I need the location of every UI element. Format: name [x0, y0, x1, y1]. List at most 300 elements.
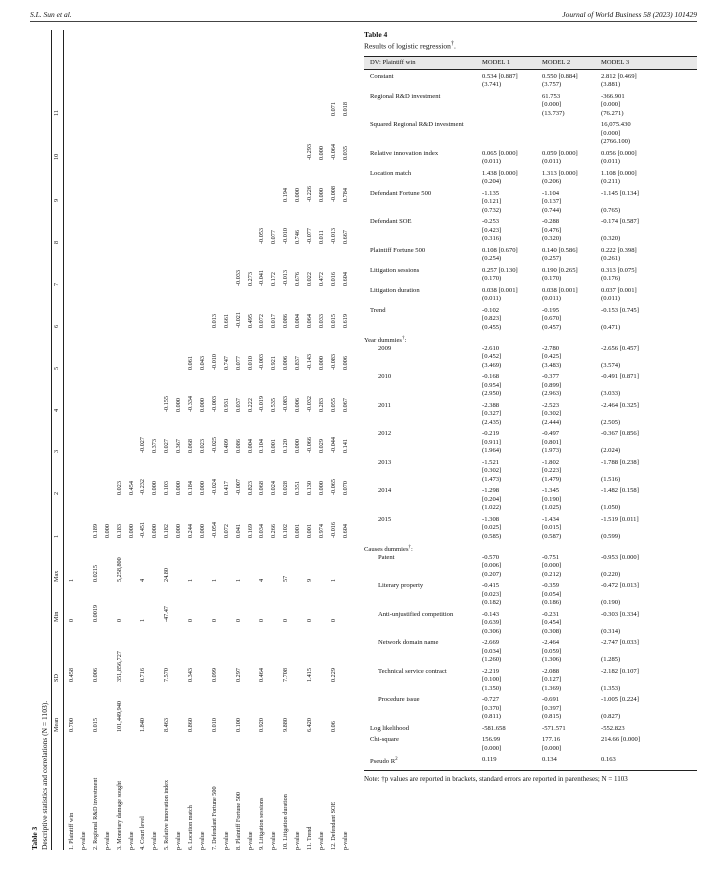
table4-cell-m3: (3.881) [601, 81, 621, 88]
table3-corr-cell: 0.189 [91, 524, 99, 538]
table4-cell-m2: -0.359 [542, 582, 560, 589]
table4-row-label [378, 459, 483, 468]
table4-cell-m3: 1.108 [0.000] [601, 169, 637, 177]
table4-cell-m2: 0.134 [542, 756, 557, 763]
table3-corr-cell: 0.141 [341, 439, 349, 453]
table4-cell-m3: (0.211) [601, 178, 620, 185]
table3-corr-cell: 0.837 [294, 356, 302, 370]
table3-corr-cell: 0.006 [294, 398, 302, 412]
table4-cell-m2: -2.523 [542, 401, 560, 409]
table4-cell-m1: (2.950) [482, 390, 502, 397]
table4-cell-m2: (0.170) [542, 275, 562, 282]
table4-subtitle-text: Results of logistic regression [364, 41, 451, 51]
table3-corr-cell: 0.182 [163, 524, 171, 538]
table4-cell-m1: (0.254) [482, 255, 502, 262]
table4-cell-m2: -1.802 [542, 458, 560, 466]
table4-cell-m3: (0.599) [601, 532, 621, 540]
table3-corr-cell: 0.661 [222, 314, 230, 328]
table3-corr-cell: 0.077 [234, 356, 242, 370]
table4-cell-m2: -2.780 [542, 344, 560, 352]
table4-cell-m2: (0.457) [542, 323, 562, 331]
table4-row-label-text: Defendant SOE [370, 218, 412, 225]
table3-cell-sd: 0.458 [68, 668, 75, 682]
table4-title: Table 4 [364, 30, 388, 39]
table4-cell-m1: -1.308 [482, 515, 500, 523]
table4-cell-m1: -581.658 [482, 724, 506, 732]
table3-corr-cell: 0.068 [187, 439, 194, 453]
table4-cell-m3: -2.464 [0.325] [601, 401, 639, 409]
table4-bottom-rule [364, 770, 697, 771]
table4-cell-m1: [0.000] [482, 744, 502, 752]
table3-cell-min: 0.0019 [91, 604, 99, 622]
table3-cell-min: 0 [258, 618, 266, 622]
table4-cell-m1: 1.438 [0.000] [482, 169, 518, 177]
table3-corr-cell: -0.083 [282, 396, 290, 412]
table3-corr-cell: 0.004 [294, 314, 302, 328]
table4-cell-m2: [0.054] [542, 590, 562, 598]
table4-cell-m3: -2.182 [0.107] [601, 667, 639, 675]
table3-cell-min: -47.47 [163, 606, 171, 622]
table4-cell-m1: 0.108 [0.670] [482, 246, 518, 254]
table3-title: Table 3 [30, 826, 39, 850]
table4-note: Note: †p values are reported in brackets, standard errors are reported in parentheses; N = 1103 [364, 774, 628, 783]
table3-corr-cell: 0.746 [294, 230, 302, 244]
table4-cell-m3: -366.901 [601, 92, 625, 100]
table3-cell-max: 1 [210, 578, 218, 582]
table4-cell-m2: -1.345 [542, 487, 560, 494]
table3-row-label: p-value [246, 831, 254, 850]
table3-row-label: 2. Regional R&D investment [91, 777, 99, 850]
table3-col-header: 1 [53, 534, 60, 538]
table4-cell-m3: (0.190) [601, 599, 621, 606]
table3-cell-min: 0 [68, 618, 75, 622]
table3-corr-cell: 0.072 [258, 314, 266, 328]
table3-row-label: p-value [294, 831, 302, 850]
table3-corr-cell: -0.021 [234, 312, 242, 328]
table4-cell-m3: (0.220) [601, 570, 621, 578]
table4-cell-m1: [0.025] [482, 524, 502, 531]
table4-cell-m2: (1.025) [542, 504, 562, 511]
table3-corr-cell: 0.010 [246, 356, 254, 370]
table3-corr-cell: -0.008 [329, 186, 337, 202]
table3-col-header: Min [53, 611, 60, 622]
table3-cell-sd: 0.464 [258, 668, 266, 682]
table3-cell-min: 0 [187, 618, 194, 622]
table4-cell-m1: -0.415 [482, 582, 500, 589]
table4-cell-m1: -1.521 [482, 458, 500, 466]
table3-header-rule [63, 30, 64, 850]
table4-row-label [378, 554, 483, 563]
table4-cell-m3: (1.353) [601, 684, 621, 692]
table3-corr-cell: 0.018 [341, 102, 349, 116]
table4-cell-m3: -0.367 [0.856] [601, 430, 639, 437]
table3-row-label: 4. Court level [139, 816, 147, 850]
table4-cell-m1: 0.065 [0.000] [482, 149, 518, 157]
table4-cell-m2: [0.000] [542, 744, 562, 752]
table3-cell-mean: 101,449,940 [115, 701, 123, 732]
table3-col-header: 4 [53, 408, 60, 412]
table3-row-label: p-value [79, 831, 87, 850]
table3-corr-cell: -0.024 [210, 479, 218, 495]
table3-corr-cell: -0.027 [139, 437, 147, 453]
table4-cell-m3: (0.471) [601, 323, 621, 331]
table4-cell-m3: -0.303 [0.334] [601, 610, 639, 618]
table3-corr-cell: 0.409 [222, 439, 230, 453]
table4-cell-m3: (2.024) [601, 447, 621, 454]
table3-col-header: 8 [53, 240, 60, 244]
table4-row-label-text: 2014 [378, 487, 392, 494]
table3-row-label: p-value [222, 831, 230, 850]
table4-cell-m3: (0.827) [601, 713, 621, 720]
table4-row-label [370, 267, 475, 276]
table3-corr-cell: 0.000 [103, 524, 111, 538]
table3-corr-cell: 0.067 [341, 398, 349, 412]
table3-corr-cell: -0.044 [329, 437, 337, 453]
table3-corr-cell: 0.016 [329, 272, 337, 286]
table4-header [364, 56, 697, 70]
table4-col-header: DV: Plaintiff win [370, 58, 416, 66]
table3-corr-cell: 0.017 [270, 314, 278, 328]
table3-row-label: p-value [151, 831, 159, 850]
table3-col-header: Max [53, 570, 60, 582]
table3-corr-cell: -0.064 [329, 144, 337, 160]
table4-row-label [370, 756, 475, 767]
table4-cell-m2: (1.973) [542, 447, 562, 454]
table4-cell-m2: -0.288 [542, 218, 560, 225]
table3-corr-cell: 0.023 [115, 481, 123, 495]
table4-cell-m1: -0.143 [482, 610, 500, 618]
table3-cell-max: 9 [306, 578, 313, 582]
table4-cell-m1: (1.022) [482, 504, 502, 511]
table4-cell-m1: 0.257 [0.130] [482, 266, 518, 274]
table4-cell-m3: -1.482 [0.158] [601, 487, 639, 494]
table3-corr-cell: -0.013 [282, 270, 290, 286]
table3-corr-cell: 0.086 [234, 439, 242, 453]
table3-corr-cell: 0.130 [306, 481, 313, 495]
table4-cell-m2: [0.190] [542, 495, 562, 503]
table4-subtitle-mark: † [450, 40, 454, 47]
table4-cell-m1: -0.102 [482, 306, 500, 314]
table3-row-label: p-value [198, 831, 206, 850]
table4-cell-m1: -2.610 [482, 344, 500, 352]
table4-cell-m1: 0.534 [0.887] [482, 72, 518, 80]
table4-row-label-text: 2013 [378, 458, 392, 466]
table3-cell-mean: 0.700 [68, 718, 75, 732]
table3-row-label: 11. Trend [306, 826, 313, 850]
table4-cell-m3: 0.056 [0.000] [601, 149, 637, 157]
table4-cell-m3: -552.823 [601, 724, 625, 732]
table4-cell-m2: [0.000] [542, 562, 562, 569]
table4-cell-m1: [0.121] [482, 198, 502, 205]
table4-cell-m1: [0.302] [482, 467, 502, 474]
table3-cell-max: 1 [68, 578, 75, 582]
table3-row-label: 3. Monetary damage sought [115, 780, 123, 850]
table3-cell-sd: 0.343 [187, 668, 194, 682]
table4-cell-m2: (0.257) [542, 255, 562, 262]
table4-row-label-mark: 2 [395, 757, 398, 762]
table4-cell-m1: -0.727 [482, 696, 500, 703]
table3-cell-mean: 8.463 [163, 718, 171, 732]
table3-corr-cell: 0.921 [270, 356, 278, 370]
table4-cell-m3: (2766.100) [601, 138, 631, 145]
table4-cell-m1: -0.168 [482, 373, 500, 380]
table3-corr-cell: 0.070 [341, 481, 349, 495]
table4-cell-m1: (0.316) [482, 235, 502, 242]
table3-corr-cell: 0.072 [222, 524, 230, 538]
table3-row-label: p-value [103, 831, 111, 850]
table3-corr-cell: 0.104 [258, 439, 266, 453]
table3-col-header: 3 [53, 449, 60, 453]
table4-cell-m2: (0.011) [542, 295, 561, 302]
table3-corr-cell: 0.000 [151, 524, 159, 538]
table4-cell-m1: [0.100] [482, 676, 502, 683]
table3-corr-cell: 0.000 [175, 398, 183, 412]
table4-cell-m3: -0.491 [0.871] [601, 373, 639, 380]
table3-corr-cell: 0.034 [258, 524, 266, 538]
table3-col-header: Mean [53, 717, 60, 732]
table3-corr-cell: 0.102 [282, 524, 290, 538]
table4-cell-m3: (0.765) [601, 206, 621, 214]
table3-corr-cell: -0.010 [210, 354, 218, 370]
table4-cell-m2: (0.011) [542, 158, 561, 165]
table3-corr-cell: 0.033 [317, 314, 325, 328]
table3-cell-min: 0 [329, 618, 337, 622]
table3-corr-cell: 0.667 [341, 230, 349, 244]
table3-corr-cell: 0.183 [115, 524, 123, 538]
table4-cell-m2: -0.195 [542, 306, 560, 314]
table4-row-label [370, 190, 475, 199]
table4-cell-m2: [0.000] [542, 101, 562, 108]
table3-col-header: 2 [53, 491, 60, 495]
table4-row-label-text: Year dummies [364, 337, 402, 345]
table4-cell-m1: 156.99 [482, 736, 501, 743]
table3-col-header: SD [53, 674, 60, 682]
table3-corr-cell: -0.033 [234, 270, 242, 286]
table4-row-label-text: Litigation sessions [370, 266, 420, 274]
table4-cell-m2: [0.397] [542, 704, 562, 712]
table3-corr-cell: -0.143 [306, 354, 313, 370]
table3-corr-cell: 0.931 [222, 398, 230, 412]
table4-cell-m3: 0.037 [0.001] [601, 286, 637, 294]
table3-cell-sd: 0.297 [234, 668, 242, 682]
table3-cell-max: 1 [234, 578, 242, 582]
table4-row-label [378, 639, 483, 648]
table4-cell-m3: 0.222 [0.398] [601, 246, 637, 254]
table4-cell-m2: -1.434 [542, 515, 560, 523]
table4-cell-m3: (1.285) [601, 656, 621, 663]
header-rule [30, 21, 697, 22]
table4-row-label-mark: † [408, 545, 412, 550]
table4-cell-m1: -2.388 [482, 401, 500, 409]
table4-cell-m3: -2.747 [0.033] [601, 639, 639, 646]
table3-cell-sd: 0.229 [329, 668, 337, 682]
table4-row-label-text: Litigation duration [370, 286, 420, 294]
table3-corr-cell: 0.028 [282, 481, 290, 495]
table4-row-label [378, 402, 483, 411]
table3-rotated-container [30, 30, 350, 850]
table3-col-header: 9 [53, 198, 60, 202]
table4-cell-m1: [0.006] [482, 562, 502, 569]
table3-row-label: p-value [341, 831, 349, 850]
table4-cell-m1: [0.911] [482, 438, 501, 446]
running-header-authors: S.L. Sun et al. [30, 10, 72, 19]
table4-row-label [378, 668, 483, 677]
table3-corr-cell: 0.417 [222, 481, 230, 495]
table3-corr-cell: 0.604 [341, 272, 349, 286]
table4-row-label-text: 2015 [378, 515, 392, 523]
table4-cell-m3: (0.261) [601, 255, 621, 262]
table4-cell-m2: (1.479) [542, 475, 562, 483]
table3-corr-cell: 0.000 [175, 481, 183, 495]
table4-cell-m2: (0.744) [542, 206, 562, 214]
table3-corr-cell: 0.000 [317, 146, 325, 160]
table3-corr-cell: -0.003 [210, 396, 218, 412]
table3-corr-cell: 0.024 [270, 481, 278, 495]
table3-corr-cell: 0.000 [151, 481, 159, 495]
table3-col-header: 10 [53, 153, 60, 160]
table3-corr-cell: 0.022 [306, 272, 313, 286]
table3-cell-sd: 7.570 [163, 668, 171, 682]
table3-cell-mean: 0.860 [187, 718, 194, 732]
table3-row-label: p-value [175, 831, 183, 850]
table4-row-label [370, 218, 475, 227]
table4-cell-m2: [0.223] [542, 467, 562, 474]
table3-corr-cell: 0.472 [317, 272, 325, 286]
table3-corr-cell: 0.000 [175, 524, 183, 538]
table4-cell-m1: -0.570 [482, 553, 500, 561]
table4-row-label-text: 2011 [378, 401, 391, 409]
table3-row-label: 6. Location match [187, 805, 194, 850]
table4-cell-m1: [0.023] [482, 590, 502, 598]
table4-cell-m2: [0.454] [542, 619, 562, 626]
table3-corr-cell: -0.232 [139, 479, 147, 495]
table4-row-label [378, 373, 483, 382]
table4-cell-m2: (0.587) [542, 532, 562, 540]
table4-row-label-mark: † [401, 336, 405, 341]
table4-row-label-text: Patent [378, 553, 395, 561]
table4-cell-m2: [0.899] [542, 381, 562, 389]
table4-row-label [370, 287, 475, 296]
table3-corr-cell: 0.043 [198, 356, 206, 370]
table4-cell-m2: -0.231 [542, 610, 560, 618]
table3-corr-cell: 0.004 [246, 439, 254, 453]
table3-corr-cell: 0.273 [246, 272, 254, 286]
table3-corr-cell: 0.495 [246, 314, 254, 328]
table4-cell-m2: 0.038 [0.001] [542, 286, 578, 294]
table3-cell-max: 4 [139, 578, 147, 582]
table4-subtitle: Results of logistic regression†. [364, 40, 456, 51]
table4-row-label [370, 247, 475, 256]
table4-cell-m1: (0.011) [482, 295, 501, 302]
table4-row-label [370, 93, 475, 102]
table3-corr-cell: 0.351 [294, 481, 302, 495]
table3-corr-cell: 0.023 [198, 439, 206, 453]
table4-cell-m2: (3.757) [542, 81, 562, 88]
table3-corr-cell: -0.065 [329, 479, 337, 495]
table3-corr-cell: -0.016 [329, 522, 337, 538]
table3-cell-mean: 1.840 [139, 718, 147, 732]
table4-cell-m1: (1.473) [482, 475, 502, 483]
table3-corr-cell: -0.007 [234, 479, 242, 495]
table4-cell-m2: (2.444) [542, 418, 562, 426]
table4-cell-m1: [0.423] [482, 226, 502, 234]
table3-cell-sd: 351,856,727 [115, 651, 123, 682]
table3-corr-cell: 0.676 [294, 272, 302, 286]
table3-cell-max: 24.80 [163, 568, 171, 582]
table3-corr-cell: 0.068 [258, 481, 266, 495]
table3-row-label: 9. Litigation sessions [258, 797, 266, 850]
table4-cell-m2: (0.308) [542, 627, 562, 635]
table3-corr-cell: 0.061 [187, 356, 194, 370]
table4-cell-m3: 214.66 [0.000] [601, 736, 641, 743]
table3-corr-cell: 0.077 [270, 230, 278, 244]
table3-corr-cell: 0.535 [270, 398, 278, 412]
table4-row-label: Year dummies†: [364, 336, 407, 345]
table4-cell-m3: (76.271) [601, 109, 624, 117]
table3-corr-cell: 0.367 [175, 439, 183, 453]
table4-cell-m2: [0.302] [542, 410, 562, 417]
table3-corr-cell: 0.283 [317, 398, 325, 412]
table4-cell-m3: -1.145 [0.134] [601, 189, 639, 197]
table4-cell-m2: 1.313 [0.000] [542, 169, 578, 177]
table3-cell-min: 0 [306, 618, 313, 622]
table3-cell-sd: 1.415 [306, 668, 313, 682]
table3-row-label: p-value [270, 831, 278, 850]
table3-cell-sd: 0.006 [91, 668, 99, 682]
table4-cell-m2: -2.088 [542, 667, 560, 675]
table4-cell-m3: -0.953 [0.000] [601, 553, 639, 561]
table4-cell-m1: 0.119 [482, 756, 497, 763]
table4-cell-m2: 0.550 [0.884] [542, 72, 578, 80]
table3-corr-cell: -0.013 [329, 228, 337, 244]
table4-cell-m1: (0.306) [482, 627, 502, 635]
table4-cell-m3: -0.174 [0.587] [601, 218, 639, 225]
table4-cell-m1: [0.823] [482, 315, 502, 322]
table4-cell-m1: [0.370] [482, 704, 502, 712]
table3-cell-mean: 6.420 [306, 718, 313, 732]
table4-cell-m1: (0.811) [482, 713, 501, 720]
table4-row-label-text: 2009 [378, 344, 392, 352]
table4-cell-m2: [0.137] [542, 198, 562, 205]
table4-cell-m1: (1.964) [482, 447, 502, 454]
table4-row-label-text: Constant [370, 72, 394, 80]
table4-cell-m1: (0.011) [482, 158, 501, 165]
table4-cell-m3: -1.519 [0.011] [601, 515, 639, 523]
table3-corr-cell: 0.006 [282, 356, 290, 370]
table4-cell-m3: 0.313 [0.075] [601, 266, 637, 274]
table3-corr-cell: 0.000 [317, 356, 325, 370]
table4-cell-m2: (2.963) [542, 390, 562, 397]
table3-corr-cell: 0.222 [246, 398, 254, 412]
table4-row-label-text: Squared Regional R&D investment [370, 121, 464, 128]
table3-corr-cell: 0.000 [317, 188, 325, 202]
table4-row-label [378, 430, 483, 439]
table3-col-header: 6 [53, 324, 60, 328]
table4-cell-m1: 0.038 [0.001] [482, 286, 518, 294]
table3-corr-cell: 0.000 [294, 188, 302, 202]
table3-corr-cell: 0.001 [294, 524, 302, 538]
table3-cell-max: 1 [187, 578, 194, 582]
table4-cell-m3: (0.320) [601, 235, 621, 242]
table3-cell-sd: 0.099 [210, 668, 218, 682]
table4-cell-m1: (0.182) [482, 599, 502, 606]
table4-cell-m2: [0.670] [542, 315, 562, 322]
table4-row-label [370, 736, 475, 745]
table3-corr-cell: -0.226 [306, 186, 313, 202]
table3-col-header: 11 [53, 110, 60, 116]
table4-row-label [370, 121, 475, 130]
table3-corr-cell: 0.000 [198, 481, 206, 495]
